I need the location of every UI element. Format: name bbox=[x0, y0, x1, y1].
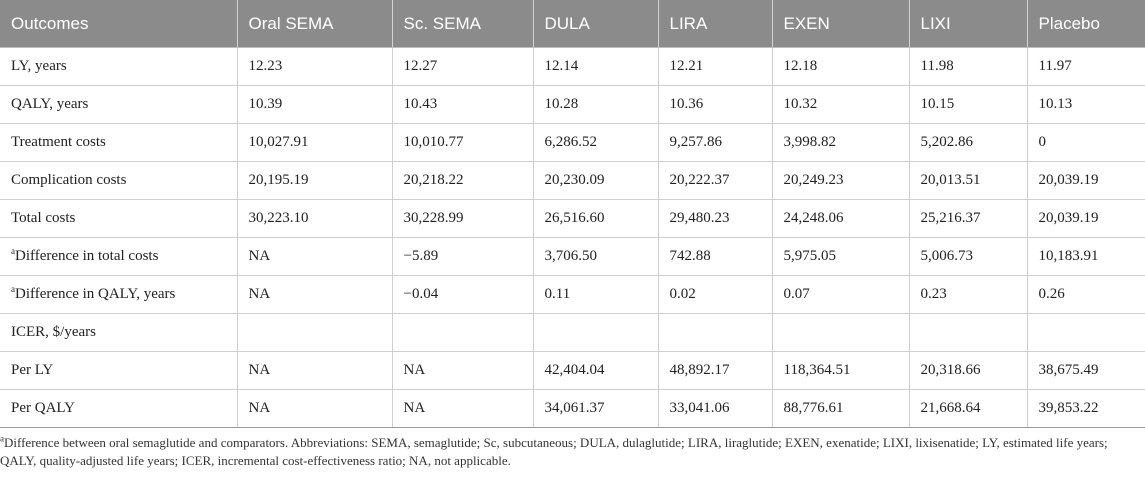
table-cell: 30,223.10 bbox=[237, 200, 392, 238]
row-label-text: Treatment costs bbox=[11, 134, 106, 150]
table-cell: 0.02 bbox=[658, 276, 772, 314]
table-cell: 20,218.22 bbox=[392, 162, 533, 200]
row-label-text: Per QALY bbox=[11, 400, 75, 416]
table-cell: 10.28 bbox=[533, 86, 658, 124]
table-cell: 48,892.17 bbox=[658, 352, 772, 390]
table-row bbox=[0, 276, 1145, 314]
table-cell: 20,039.19 bbox=[1027, 162, 1145, 200]
table-cell: 10,183.91 bbox=[1027, 238, 1145, 276]
row-label-text: Complication costs bbox=[11, 172, 127, 188]
column-header: LIXI bbox=[909, 0, 1027, 48]
table-cell: 20,249.23 bbox=[772, 162, 909, 200]
table-cell bbox=[772, 314, 909, 352]
table-cell: 20,039.19 bbox=[1027, 200, 1145, 238]
column-header: EXEN bbox=[772, 0, 909, 48]
row-label-text: ICER, $/years bbox=[11, 324, 96, 340]
table-cell: 10.13 bbox=[1027, 86, 1145, 124]
table-cell: 5,006.73 bbox=[909, 238, 1027, 276]
column-header: LIRA bbox=[658, 0, 772, 48]
table-cell: 20,013.51 bbox=[909, 162, 1027, 200]
table-row bbox=[0, 390, 1145, 428]
row-footnote-marker: a bbox=[11, 284, 15, 294]
table-cell: NA bbox=[237, 238, 392, 276]
table-row bbox=[0, 124, 1145, 162]
header-row bbox=[0, 0, 1145, 48]
table-row bbox=[0, 200, 1145, 238]
table-cell: 0 bbox=[1027, 124, 1145, 162]
table-cell: 3,706.50 bbox=[533, 238, 658, 276]
table-cell: NA bbox=[237, 390, 392, 428]
table-cell: 25,216.37 bbox=[909, 200, 1027, 238]
table-cell: 9,257.86 bbox=[658, 124, 772, 162]
table-row bbox=[0, 352, 1145, 390]
table-cell: 10,027.91 bbox=[237, 124, 392, 162]
table-cell: 12.18 bbox=[772, 48, 909, 86]
table-cell: 21,668.64 bbox=[909, 390, 1027, 428]
table-cell: 6,286.52 bbox=[533, 124, 658, 162]
row-footnote-marker: a bbox=[11, 246, 15, 256]
table-cell: 12.27 bbox=[392, 48, 533, 86]
table-cell: NA bbox=[237, 352, 392, 390]
table-cell bbox=[658, 314, 772, 352]
table-cell: 5,975.05 bbox=[772, 238, 909, 276]
column-header: Oral SEMA bbox=[237, 0, 392, 48]
table-row bbox=[0, 48, 1145, 86]
row-label bbox=[0, 352, 237, 390]
table-cell: 30,228.99 bbox=[392, 200, 533, 238]
table-row bbox=[0, 86, 1145, 124]
column-header: DULA bbox=[533, 0, 658, 48]
table-cell: 11.97 bbox=[1027, 48, 1145, 86]
row-label-text: Per LY bbox=[11, 362, 54, 378]
table-cell: 20,222.37 bbox=[658, 162, 772, 200]
table-cell: 10.39 bbox=[237, 86, 392, 124]
table-cell: −0.04 bbox=[392, 276, 533, 314]
table-cell: 118,364.51 bbox=[772, 352, 909, 390]
row-label bbox=[0, 238, 237, 276]
table-cell: NA bbox=[237, 276, 392, 314]
row-label bbox=[0, 200, 237, 238]
table-cell: 29,480.23 bbox=[658, 200, 772, 238]
row-label bbox=[0, 86, 237, 124]
table-cell: 0.11 bbox=[533, 276, 658, 314]
table-cell: 20,195.19 bbox=[237, 162, 392, 200]
table-cell: NA bbox=[392, 352, 533, 390]
table-cell: 11.98 bbox=[909, 48, 1027, 86]
row-label bbox=[0, 124, 237, 162]
row-label bbox=[0, 48, 237, 86]
table-cell: 26,516.60 bbox=[533, 200, 658, 238]
table-cell: 33,041.06 bbox=[658, 390, 772, 428]
row-label bbox=[0, 276, 237, 314]
table-cell: 10.15 bbox=[909, 86, 1027, 124]
table-body bbox=[0, 48, 1145, 428]
row-label-text: QALY, years bbox=[11, 96, 89, 112]
row-label-text: Total costs bbox=[11, 210, 76, 226]
column-header: Sc. SEMA bbox=[392, 0, 533, 48]
table-row bbox=[0, 162, 1145, 200]
table-cell: 10,010.77 bbox=[392, 124, 533, 162]
table-row bbox=[0, 238, 1145, 276]
table-cell: 88,776.61 bbox=[772, 390, 909, 428]
row-label-text: Difference in QALY, years bbox=[15, 286, 176, 302]
footnote-text: Difference between oral semaglutide and comparators. Abbreviations: SEMA, semaglutide; Sc, subcutaneous; DULA, dulaglutide; LIRA, liraglutide; EXEN, exenatide; LIXI, lixisenatide; LY, estimated life years; QALY, quality-adjusted life years; ICER, incremental cost-effectiveness ratio; NA, not applicable. bbox=[0, 435, 1108, 468]
table-cell: 0.07 bbox=[772, 276, 909, 314]
table-cell: 42,404.04 bbox=[533, 352, 658, 390]
column-header: Placebo bbox=[1027, 0, 1145, 48]
table-cell: 0.26 bbox=[1027, 276, 1145, 314]
table-cell bbox=[533, 314, 658, 352]
table-cell: 20,318.66 bbox=[909, 352, 1027, 390]
footnote-marker: a bbox=[0, 433, 4, 444]
table-cell bbox=[1027, 314, 1145, 352]
table-cell: 39,853.22 bbox=[1027, 390, 1145, 428]
table-cell: 10.32 bbox=[772, 86, 909, 124]
table-cell: 742.88 bbox=[658, 238, 772, 276]
table-cell: 0.23 bbox=[909, 276, 1027, 314]
table-cell: 3,998.82 bbox=[772, 124, 909, 162]
table-cell: 10.36 bbox=[658, 86, 772, 124]
row-label bbox=[0, 314, 237, 352]
table-cell bbox=[909, 314, 1027, 352]
column-header: Outcomes bbox=[0, 0, 237, 48]
table-cell: 5,202.86 bbox=[909, 124, 1027, 162]
table-row bbox=[0, 314, 1145, 352]
table-cell: 10.43 bbox=[392, 86, 533, 124]
table-cell: 12.14 bbox=[533, 48, 658, 86]
row-label-text: LY, years bbox=[11, 58, 67, 74]
table-cell: 12.23 bbox=[237, 48, 392, 86]
table-cell: 20,230.09 bbox=[533, 162, 658, 200]
table-footnote bbox=[0, 428, 1145, 470]
table-cell bbox=[237, 314, 392, 352]
table-cell: NA bbox=[392, 390, 533, 428]
table-cell: 24,248.06 bbox=[772, 200, 909, 238]
table-cell bbox=[392, 314, 533, 352]
row-label bbox=[0, 390, 237, 428]
table-cell: 34,061.37 bbox=[533, 390, 658, 428]
table-cell: −5.89 bbox=[392, 238, 533, 276]
table-cell: 38,675.49 bbox=[1027, 352, 1145, 390]
row-label-text: Difference in total costs bbox=[15, 248, 159, 264]
table-cell: 12.21 bbox=[658, 48, 772, 86]
row-label bbox=[0, 162, 237, 200]
